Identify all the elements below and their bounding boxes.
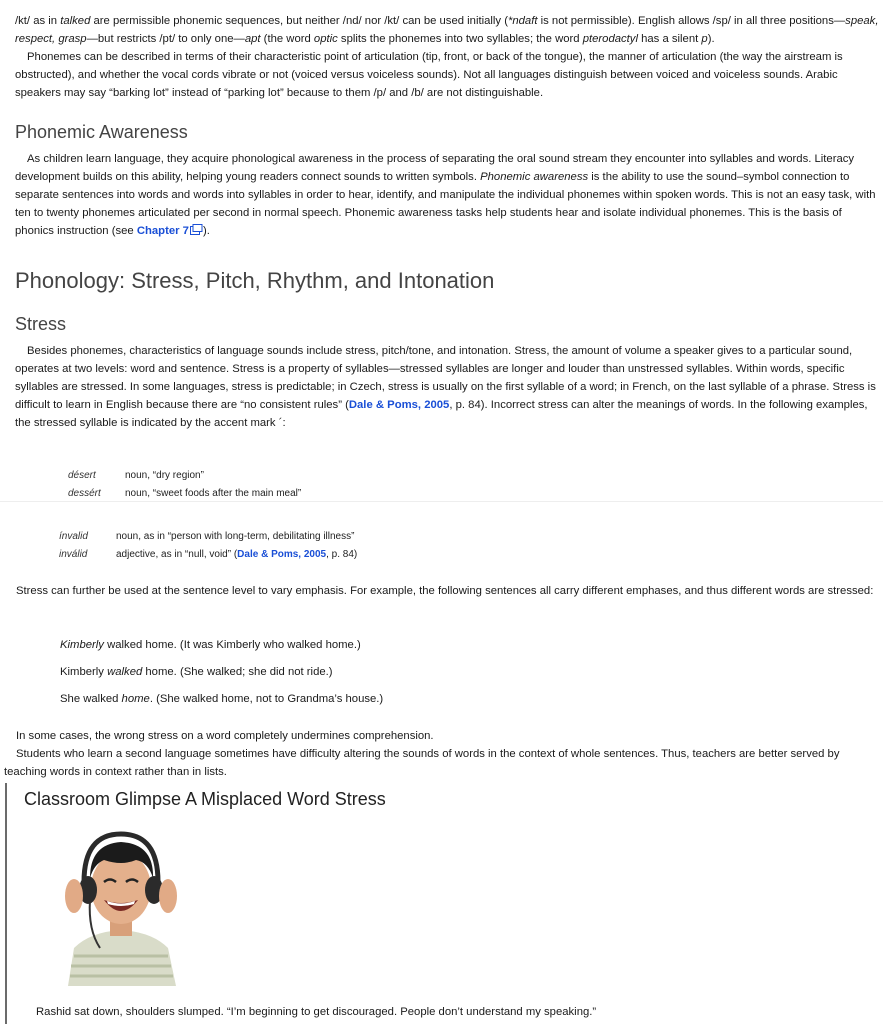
example-row [0,530,883,544]
divider [0,501,883,502]
classroom-glimpse-title: Classroom Glimpse A Misplaced Word Stress [24,789,386,809]
example-row [0,548,883,562]
emphasis: walked [107,666,143,678]
text: —but restricts /pt/ to only one— [86,33,245,45]
text: walked home. (It was Kimberly who walked home.) [103,639,361,651]
example-definition: noun, “sweet foods after the main meal” [125,488,302,499]
example-word: ínvalid [59,531,88,542]
text: has a silent [637,33,702,45]
emphasis: apt [244,33,261,45]
example-definition [116,548,357,562]
emphasis: home [121,693,150,705]
section-heading-phonemic-awareness: Phonemic Awareness [15,122,188,142]
citation-link[interactable]: Dale & Poms, 2005 [237,549,327,560]
text: adjective, as in “null, void” ( [116,549,238,560]
emphasis: talked [60,15,91,27]
text: , p. 84). Incorrect stress can alter the meanings of words. In the following examples, the stressed syllable is indicated by the accent mark ´: [15,399,868,429]
text: is the ability to use the sound–symbol connection to separate sentences into words and words into syllables in order to hear, identify, and manipulate the individual phonemes within spoken words. This is not an easy task, with ten to twenty phonemes articulated per second in normal speech. Phonemic awareness tasks help students hear and isolate individual phonemes. This is the basis of phonics instruction (see [15,171,876,237]
emphasis: pterodactyl [582,33,638,45]
example-word: dessért [68,488,101,499]
text: , p. 84) [326,549,358,560]
example-sentence [60,663,333,681]
emphasis: Phonemic awareness [480,171,589,183]
example-row [0,469,883,483]
text: She walked [60,693,122,705]
example-definition: noun, “dry region” [125,470,204,481]
example-sentence [60,690,383,708]
text: ). [202,225,210,237]
text: is not permissible). English allows /sp/ in all three positions— [537,15,846,27]
section-heading-stress: Stress [15,314,67,334]
example-definition: noun, as in “person with long-term, debilitating illness” [116,531,355,542]
articulation-paragraph: Phonemes can be described in terms of their characteristic point of articulation (tip, front, or back of the tongue), the manner of articulation (the way the airstream is obstructed), and whether the vocal cords vibrate or not (voiced versus voiceless sounds). Not all languages distinguish between voiced and voiceless sounds. Arabic speakers may say “barking lot” instead of “parking lot” because to them /p/ and /b/ are not distinguishable. [15,51,843,99]
wrong-stress-paragraph: In some cases, the wrong stress on a word completely undermines comprehension. [16,730,434,742]
external-link-icon[interactable] [190,224,203,235]
text: /kt/ as in [15,15,61,27]
example-word: désert [68,470,96,481]
intro-paragraph [15,12,881,48]
emphasis: Kimberly [60,639,104,651]
emphasis: speak, respect, grasp [15,15,879,45]
text: home. (She walked; she did not ride.) [142,666,333,678]
stress-paragraph [15,342,881,432]
students-paragraph: Students who learn a second language sometimes have difficulty altering the sounds of words in the context of whole sentences. Thus, teachers are better served by teaching words in context rather than in lists. [4,748,840,778]
sidebar-accent-bar [5,783,7,1024]
example-row [0,487,883,501]
emphasis: *ndaft [507,15,538,27]
text: Kimberly [60,666,108,678]
sentence-stress-paragraph: Stress can further be used at the sentence level to vary emphasis. For example, the following sentences all carry different emphases, and thus different words are stressed: [16,585,874,597]
text: Besides phonemes, characteristics of language sounds include stress, pitch/tone, and intonation. Stress, the amount of volume a speaker gives to a particular sound, operates at two levels: word and sentence. Stress is a property of syllables—stressed syllables are longer and louder than unstressed syllables. Within words, specific syllables are stressed. In some languages, stress is predictable; in Czech, stress is usually on the first syllable of a word; in French, on the last syllable of a phrase. Stress is difficult to learn in English because there are “no consistent rules” ( [15,345,876,411]
text: ). [707,33,715,45]
text: As children learn language, they acquire phonological awareness in the process of separating the oral sound stream they encounter into syllables and words. Literacy development builds on this ability, helping young readers connect sounds to written symbols. [15,153,855,183]
example-word: inválid [59,549,88,560]
emphasis: p [701,33,708,45]
citation-link[interactable]: Dale & Poms, 2005 [348,399,450,411]
story-text: Rashid sat down, shoulders slumped. “I’m beginning to get discouraged. People don’t understand my speaking.” [36,1006,597,1018]
chapter-7-link[interactable]: Chapter 7 [136,225,189,237]
emphasis: optic [313,33,338,45]
text: . (She walked home, not to Grandma’s house.) [149,693,384,705]
text: (the word [260,33,314,45]
child-with-headphones-photo [60,830,182,986]
section-heading-phonology: Phonology: Stress, Pitch, Rhythm, and Intonation [15,268,495,293]
text: splits the phonemes into two syllables; the word [337,33,583,45]
text: are permissible phonemic sequences, but neither /nd/ nor /kt/ can be used initially ( [90,15,508,27]
example-sentence [60,636,361,654]
phonemic-awareness-paragraph [15,150,881,240]
